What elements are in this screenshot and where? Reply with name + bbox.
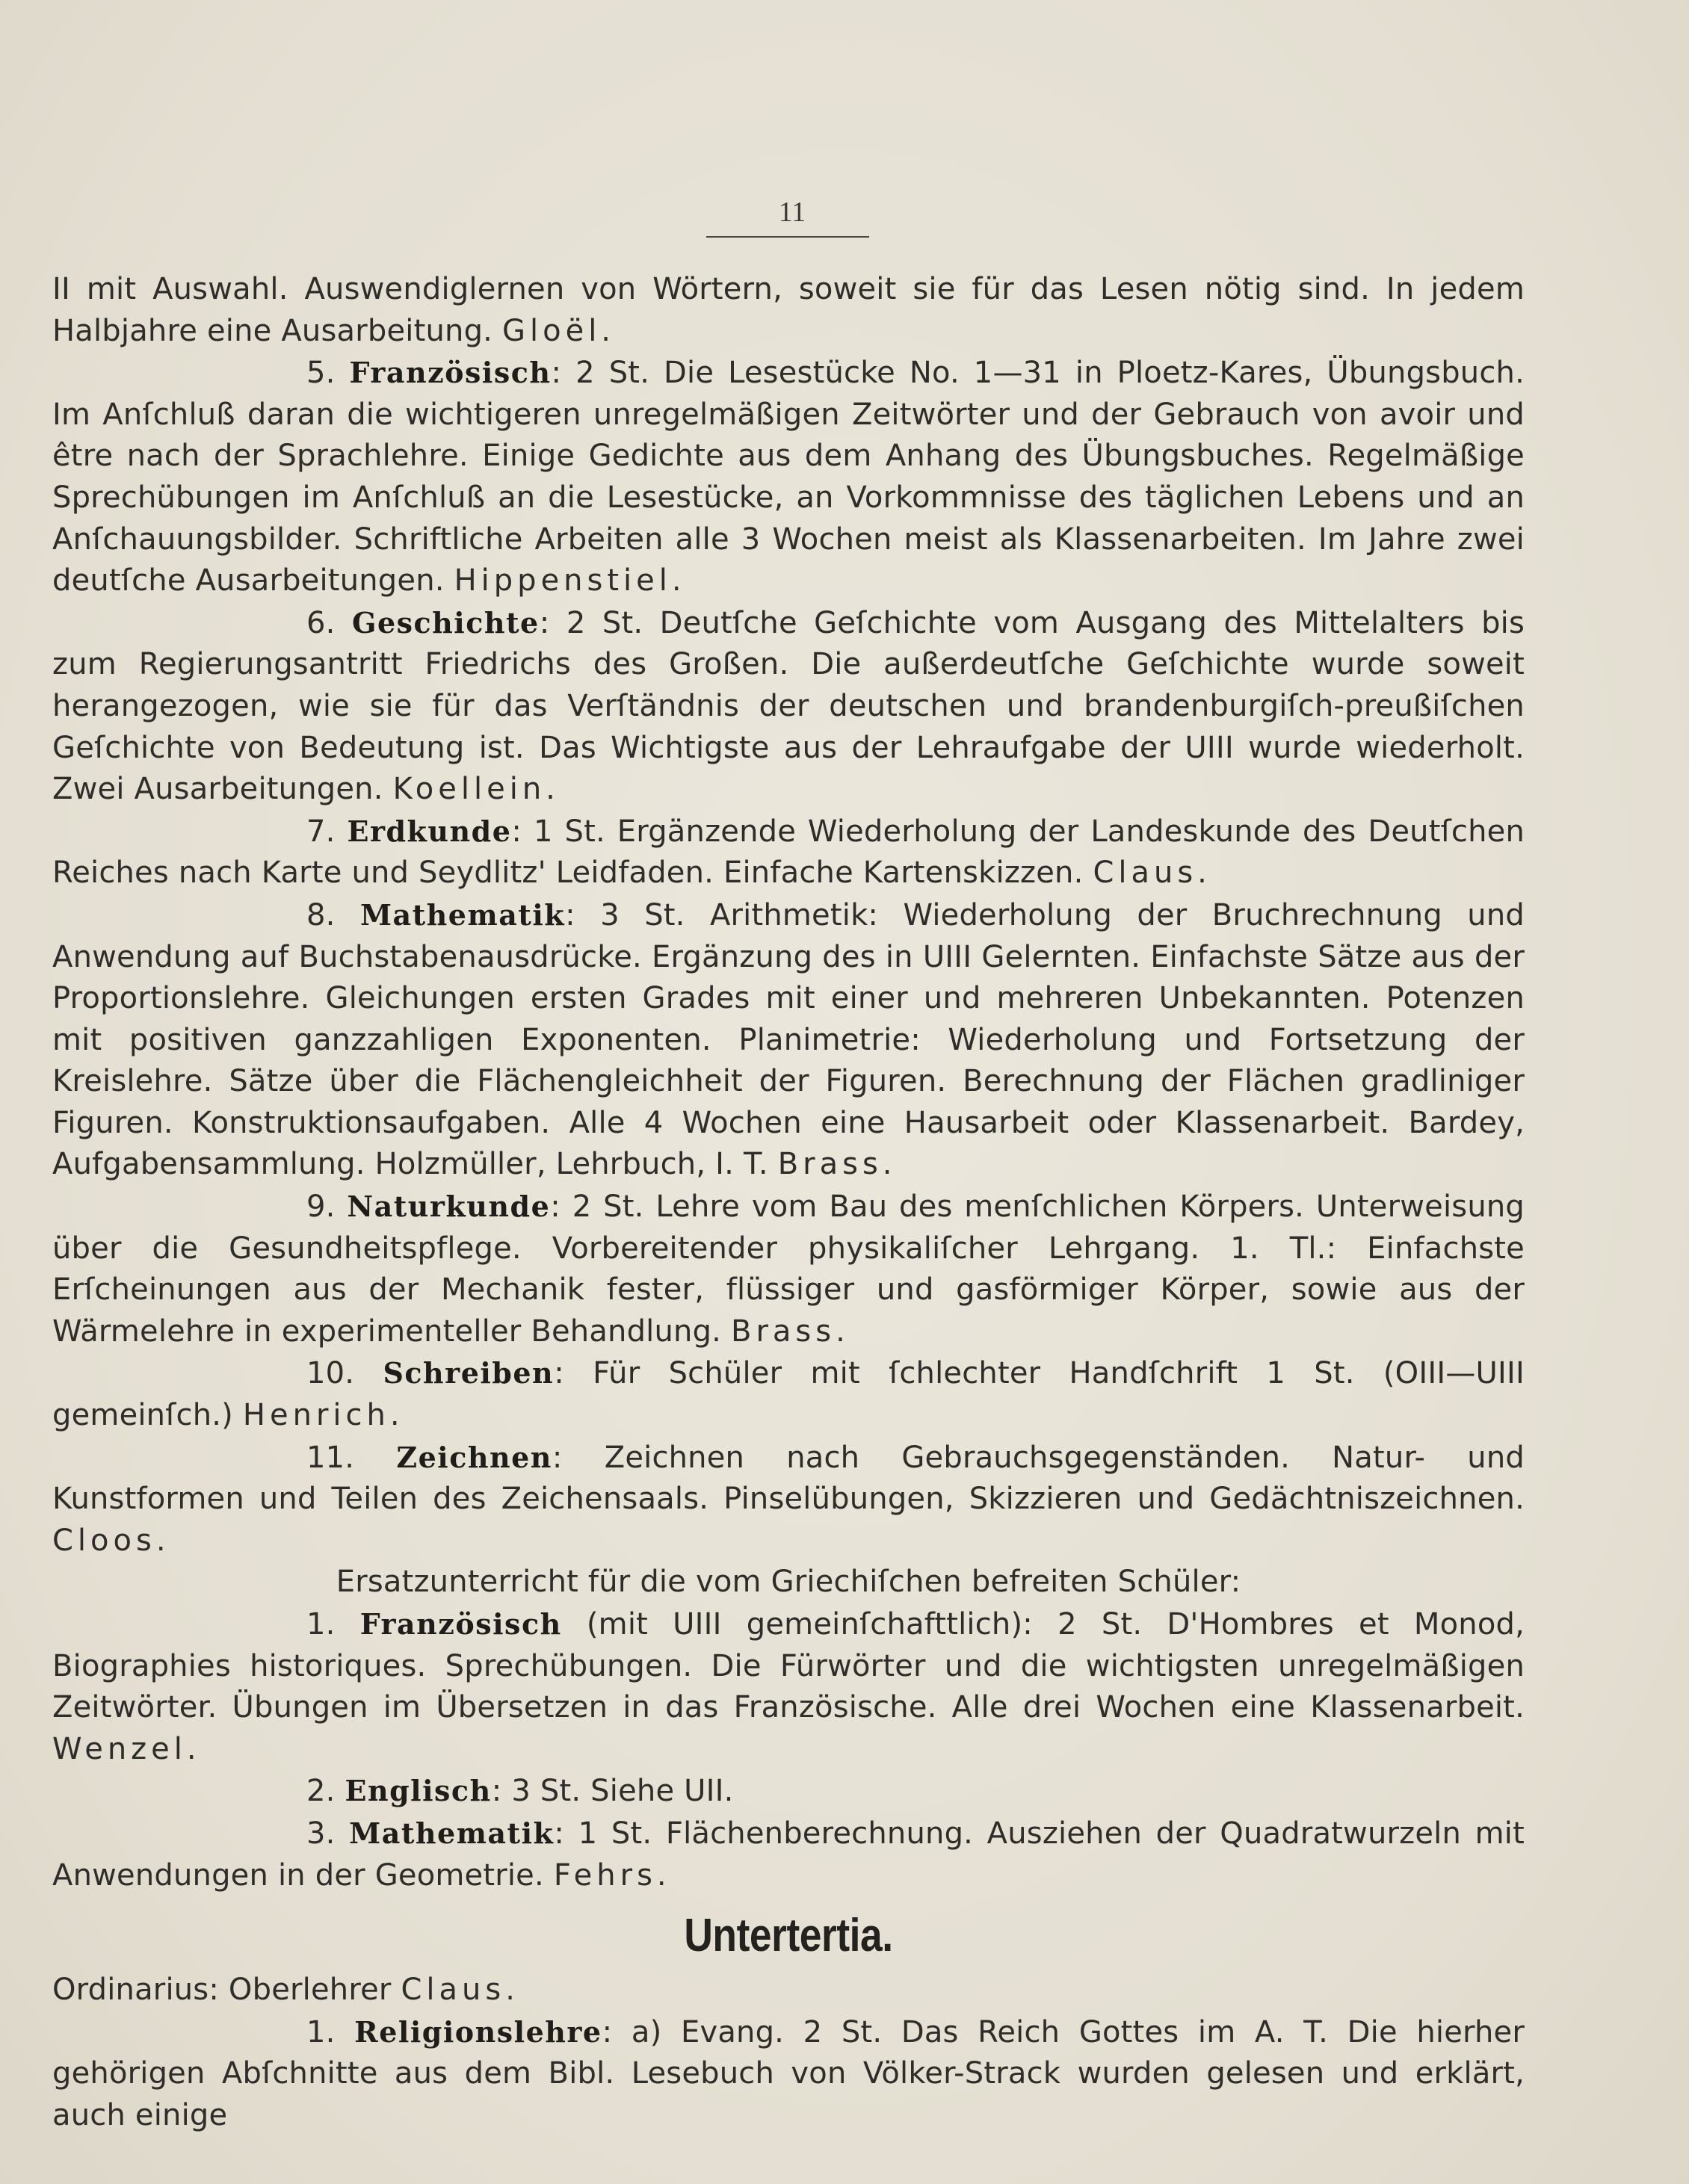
- entry-number: 3.: [306, 1816, 336, 1851]
- entry-number: 10.: [306, 1356, 355, 1391]
- subject-title: Zeichnen: [396, 1440, 552, 1474]
- subject-separator: :: [511, 814, 522, 849]
- subject-separator: :: [552, 1440, 563, 1475]
- paragraph-continuation: [52, 269, 1525, 352]
- entry-number: 8.: [306, 897, 336, 932]
- subject-separator: :: [539, 605, 550, 640]
- subject-title: Schreiben: [383, 1356, 555, 1390]
- teacher-name: Wenzel.: [52, 1731, 201, 1766]
- entry-text: a) Evang. 2 St. Das Reich Gottes im A. T. Die hierher gehörigen Abſchnitte aus dem Bibl. Lesebuch von Völker-Strack wurden gelesen und erklärt, auch einige: [52, 2014, 1525, 2132]
- subject-entry-zeichnen: [52, 1437, 1525, 1562]
- subject-title: Erdkunde: [347, 814, 512, 848]
- section-heading: Untertertia.: [684, 1910, 893, 1962]
- ersatz-entry-mathematik: [52, 1813, 1525, 1896]
- entry-number: 11.: [306, 1440, 355, 1475]
- subject-title: Naturkunde: [347, 1190, 551, 1224]
- subject-separator: :: [554, 1356, 564, 1391]
- entry-text: Für Schüler mit ſchlechter Handſchrift 1 St. (OIII—UIII gemeinſch.): [52, 1356, 1525, 1433]
- ersatz-entry-franzoesisch: [52, 1603, 1525, 1770]
- ordinarius-name: Claus.: [401, 1973, 519, 2008]
- subject-title: Englisch: [345, 1774, 492, 1808]
- ordinarius-line: [52, 1970, 1525, 2011]
- subject-entry-erdkunde: [52, 811, 1525, 894]
- subject-entry-geschichte: [52, 602, 1525, 811]
- teacher-name: Brass.: [731, 1314, 850, 1349]
- subject-separator: :: [550, 1190, 561, 1225]
- teacher-name: Fehrs.: [553, 1857, 671, 1893]
- subject-title: Mathematik: [349, 1816, 555, 1850]
- teacher-name: Brass.: [777, 1147, 897, 1182]
- entry-number: 9.: [306, 1190, 336, 1225]
- subject-separator: :: [565, 897, 575, 932]
- subject-entry-schreiben: [52, 1352, 1525, 1436]
- subject-separator: :: [491, 1774, 502, 1809]
- subject-entry-franzoesisch: [52, 352, 1525, 602]
- entry-text: 1 St. Flächenberechnung. Ausziehen der Quadratwurzeln mit Anwendungen in der Geometrie.: [52, 1816, 1525, 1893]
- entry-number: 1.: [306, 2014, 336, 2050]
- page-number-rule: [706, 236, 869, 238]
- entry-number: 5.: [306, 356, 336, 391]
- ersatz-heading: Ersatzunterricht für die vom Griechiſchen befreiten Schüler:: [336, 1565, 1241, 1600]
- entry-text: 3 St. Arithmetik: Wiederholung der Bruchrechnung und Anwendung auf Buchstabenausdrücke. Ergänzung des in UIII Gelernten. Einfachste Sätze aus der Proportionslehre. Gleichungen ersten Grades mit einer und mehreren Unbekannten. Potenzen mit positiven ganzzahligen Exponenten. Planimetrie: Wiederholung und Fortsetzung der Kreislehre. Sätze über die Flächengleichheit der Figuren. Berechnung der Flächen gradliniger Figuren. Konstruktionsaufgaben. Alle 4 Wochen eine Hausarbeit oder Klassenarbeit. Bardey, Aufgabensammlung. Holzmüller, Lehrbuch, I. T.: [52, 897, 1525, 1182]
- subject-title: Geschichte: [352, 605, 540, 640]
- subject-separator: :: [554, 1816, 565, 1851]
- teacher-name: Koellein.: [392, 772, 560, 807]
- ordinarius-label: Ordinarius: Oberlehrer: [52, 1973, 392, 2008]
- document-body: [52, 269, 1525, 2137]
- teacher-name: Hippenstiel.: [454, 563, 686, 598]
- subject-separator: :: [551, 356, 562, 391]
- entry-text: 2 St. Die Lesestücke No. 1—31 in Ploetz-Kares, Übungsbuch. Im Anſchluß daran die wichtigeren unregelmäßigen Zeitwörter und der Gebrauch von avoir und être nach der Sprachlehre. Einige Gedichte aus dem Anhang des Übungsbuches. Regelmäßige Sprechübungen im Anſchluß an die Lesestücke, an Vorkommnisse des täglichen Lebens und an Anſchauungsbilder. Schriftliche Arbeiten alle 3 Wochen meist als Klassenarbeiten. Im Jahre zwei deutſche Ausarbeitungen.: [52, 356, 1525, 598]
- subject-title: Mathematik: [359, 897, 566, 932]
- entry-number: 2.: [306, 1774, 336, 1809]
- entry-number: 6.: [306, 605, 336, 640]
- entry-text: 2 St. Deutſche Geſchichte vom Ausgang des Mittelalters bis zum Regierungsantritt Friedrichs des Großen. Die außerdeutſche Geſchichte wurde soweit herangezogen, wie sie für das Verſtändnis der deutschen und brandenburgiſch-preußiſchen Geſchichte von Bedeutung ist. Das Wichtigste aus der Lehraufgabe der UIII wurde wiederholt. Zwei Ausarbeitungen.: [52, 605, 1525, 807]
- entry-text: 2 St. Lehre vom Bau des menſchlichen Körpers. Unterweisung über die Gesundheitspflege. Vorbereitender physikaliſcher Lehrgang. 1. Tl.: Einfachste Erſcheinungen aus der Mechanik fester, flüssiger und gasförmiger Körper, sowie aus der Wärmelehre in experimenteller Behandlung.: [52, 1190, 1525, 1349]
- teacher-name: Gloël.: [502, 313, 616, 348]
- subject-title: Französisch: [359, 1607, 562, 1641]
- entry-number: 1.: [306, 1607, 336, 1642]
- entry-text: 1 St. Ergänzende Wiederholung der Landeskunde des Deutſchen Reiches nach Karte und Seydlitz' Leidfaden. Einfache Kartenskizzen.: [52, 814, 1525, 891]
- ersatz-entry-englisch: [52, 1770, 1525, 1813]
- subject-title: Französisch: [349, 356, 552, 390]
- page-number: 11: [778, 197, 806, 228]
- teacher-name: Henrich.: [242, 1398, 404, 1433]
- paragraph-text: II mit Auswahl. Auswendiglernen von Wörtern, soweit sie für das Lesen nötig sind. In jedem Halbjahre eine Ausarbeitung.: [52, 272, 1525, 348]
- entry-text: Zeichnen nach Gebrauchsgegenständen. Natur- und Kunstformen und Teilen des Zeichensaals. Pinselübungen, Skizzieren und Gedächtniszeichnen.: [52, 1440, 1525, 1517]
- subject-entry-mathematik: [52, 894, 1525, 1186]
- subject-entry-naturkunde: [52, 1186, 1525, 1352]
- subject-title: Religionslehre: [354, 2014, 602, 2049]
- teacher-name: Cloos.: [52, 1523, 170, 1558]
- subject-separator: :: [602, 2014, 613, 2050]
- entry-number: 7.: [306, 814, 336, 849]
- entry-text: 3 St. Siehe UII.: [511, 1774, 734, 1809]
- teacher-name: Claus.: [1093, 856, 1211, 891]
- entry-text: (mit UIII gemeinſchafttlich): 2 St. D'Hombres et Monod, Biographies historiques. Sprechübungen. Die Fürwörter und die wichtigsten unregelmäßigen Zeitwörter. Übungen im Übersetzen in das Französische. Alle drei Wochen eine Klassenarbeit.: [52, 1607, 1525, 1725]
- subject-entry-religionslehre: [52, 2011, 1525, 2137]
